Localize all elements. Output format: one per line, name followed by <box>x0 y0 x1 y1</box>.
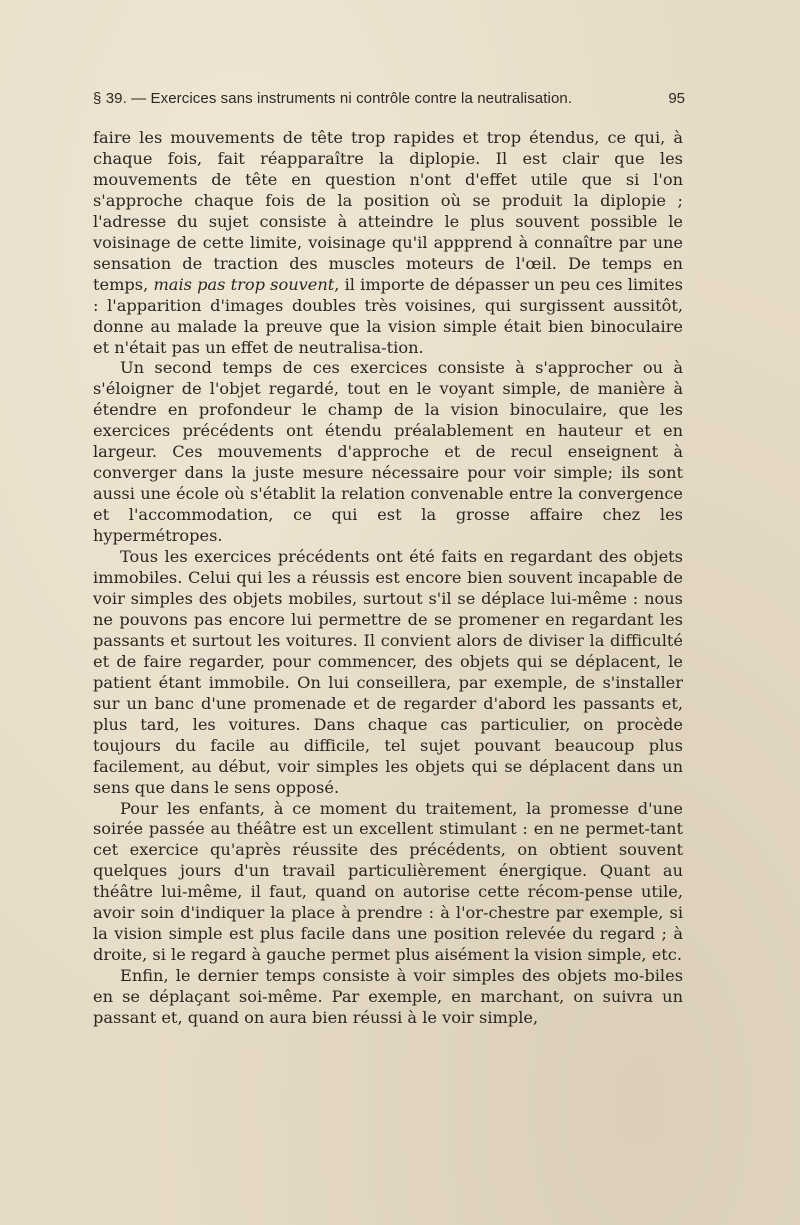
paragraph-3: Tous les exercices précédents ont été faits en regardant des objets immobiles. Celui qui les a réussis est encore bien souvent incapable de voir simples des objets mobiles, surtout s'il se déplace lui-même : nous ne pouvons pas encore lui permettre de se promener en regardant les passants et surtout les voitures. Il convient alors de diviser la difficulté et de faire regarder, pour commencer, des objets qui se déplacent, le patient étant immobile. On lui conseillera, par exemple, de s'installer sur un banc d'une promenade et de regarder d'abord les passants et, plus tard, les voitures. Dans chaque cas particulier, on procède toujours du facile au difficile, tel sujet pouvant beaucoup plus facilement, au début, voir simples les objets qui se déplacent dans un sens que dans le sens opposé. <box>93 547 683 797</box>
paragraph-4: Pour les enfants, à ce moment du traitement, la promesse d'une soirée passée au théâtre est un excellent stimulant : en ne permet-tant cet exercice qu'après réussite des précédents, on obtient souvent quelques jours d'un travail particulièrement énergique. Quant au théâtre lui-même, il faut, quand on autorise cette récom-pense utile, avoir soin d'indiquer la place à prendre : à l'or-chestre par exemple, si la vision simple est plus facile dans une position relevée du regard ; à droite, si le regard à gauche permet plus aisément la vision simple, etc. <box>93 798 683 965</box>
paragraph-1: faire les mouvements de tête trop rapides et trop étendus, ce qui, à chaque fois, fait réapparaître la diplopie. Il est clair que les mouvements de tête en question n'ont d'effet utile que si l'on s'approche chaque fois de la position où se produit la diplopie ; l'adresse du sujet consiste à atteindre le plus souvent possible le voisinage de cette limite, voisinage qu'il appprend à connaître par une sensation de traction des muscles moteurs de l'œil. De temps en temps, mais pas trop souvent, il importe de dépasser un peu ces limites : l'apparition d'images doubles très voisines, qui surgissent aussitôt, donne au malade la preuve que la vision simple était bien binoculaire et n'était pas un effet de neutralisa-tion. <box>93 128 683 357</box>
section-title: § 39. — Exercices sans instruments ni contrôle contre la neutralisation. <box>93 90 573 107</box>
body-text <box>93 128 683 1029</box>
page-number: 95 <box>668 90 685 107</box>
paragraph-5: Enfin, le dernier temps consiste à voir simples des objets mo-biles en se déplaçant soi-même. Par exemple, en marchant, on suivra un passant et, quand on aura bien réussi à le voir simple, <box>93 966 683 1028</box>
running-head <box>93 90 685 107</box>
italic-emphasis: mais pas trop souvent <box>153 274 335 294</box>
paragraph-2: Un second temps de ces exercices consiste à s'approcher ou à s'éloigner de l'objet regardé, tout en le voyant simple, de manière à étendre en profondeur le champ de la vision binoculaire, que les exercices précédents ont étendu préalablement en hauteur et en largeur. Ces mouvements d'approche et de recul enseignent à converger dans la juste mesure nécessaire pour voir simple; ils sont aussi une école où s'établit la relation convenable entre la convergence et l'accommodation, ce qui est la grosse affaire chez les hypermétropes. <box>93 358 683 546</box>
